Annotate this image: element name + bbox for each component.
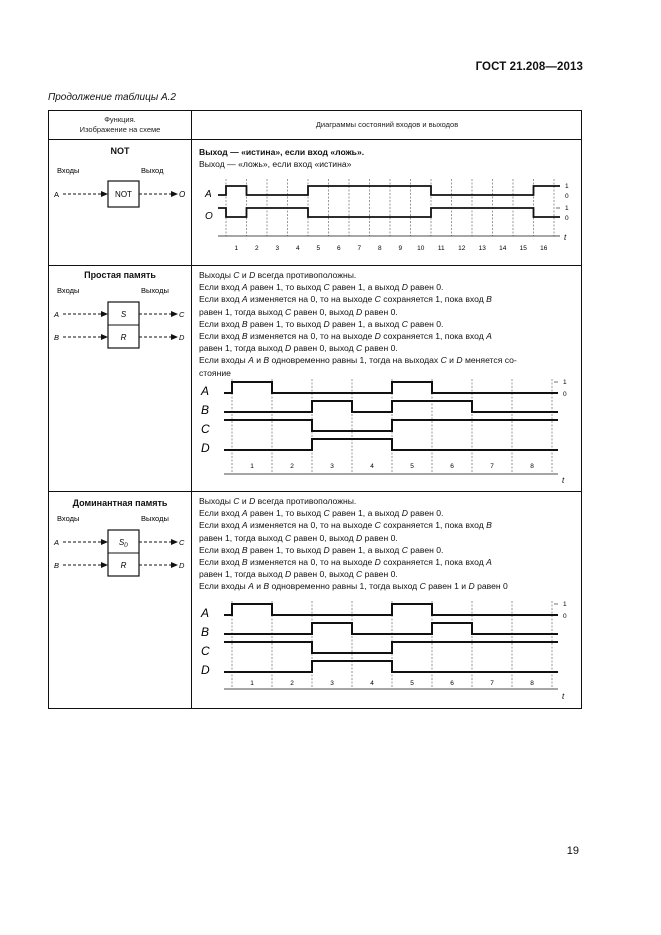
simple-out-arrow	[171, 334, 178, 340]
text-segment: B	[263, 581, 270, 592]
not-line-1: Выход — «истина», если вход «ложь».	[199, 147, 365, 157]
time-mark: 13	[478, 245, 486, 252]
not-out-arrow	[171, 191, 178, 197]
text-segment: равен 1, то выход	[247, 282, 324, 293]
text-segment: изменяется на 0, то на выходе	[247, 331, 375, 342]
text-segment: одновременно равны 1, тогда выход	[269, 581, 420, 592]
simple-memory-timing-diagram	[192, 379, 582, 489]
time-mark: 7	[357, 245, 362, 252]
simple-line-9	[199, 367, 577, 379]
function-table	[48, 110, 582, 709]
not-description	[199, 146, 577, 170]
row-divider	[49, 265, 581, 266]
text-segment: равен 1, то выход	[247, 508, 324, 519]
signal-label-O: O	[205, 211, 213, 222]
time-axis-label: t	[564, 233, 567, 242]
level-mark-1: 1	[565, 183, 569, 190]
dominant-line-4	[199, 532, 577, 544]
text-segment: равен 1, а выход	[329, 544, 402, 555]
signal-label-A: A	[201, 606, 210, 620]
col2-header: Диаграммы состояний входов и выходов	[315, 120, 459, 129]
dominant-line-3	[199, 519, 577, 531]
simple-line-1	[199, 269, 577, 281]
table-caption: Продолжение таблицы А.2	[48, 92, 176, 103]
text-segment: C	[356, 569, 363, 580]
time-mark: 1	[234, 245, 239, 252]
simple-inputs-label: Входы	[57, 286, 80, 295]
level-mark-1: 1	[563, 601, 567, 608]
text-segment: D	[356, 532, 363, 543]
text-segment: C	[323, 282, 330, 293]
dominant-out-letter: C	[179, 538, 185, 547]
level-mark-0: 0	[565, 193, 569, 200]
text-segment: изменяется на 0, то на выходе	[247, 557, 375, 568]
text-segment: A	[241, 508, 248, 519]
row-divider	[49, 491, 581, 492]
text-segment: C	[419, 581, 426, 592]
text-segment: A	[241, 520, 248, 531]
text-segment: B	[241, 544, 248, 555]
dominant-in-arrow	[101, 539, 108, 545]
time-axis-label: t	[562, 476, 565, 485]
text-segment: A	[486, 331, 492, 342]
time-mark: 6	[450, 463, 454, 470]
text-segment: равен 0, выход	[291, 306, 357, 317]
text-segment: и	[253, 355, 264, 366]
dominant-line-5	[199, 544, 577, 556]
signal-label-C: C	[201, 422, 210, 436]
text-segment: C	[401, 318, 408, 329]
simple-memory-symbol	[49, 283, 191, 363]
text-segment: всегда противоположны.	[255, 270, 357, 280]
header-divider	[49, 139, 581, 140]
text-segment: и	[239, 270, 250, 280]
dominant-inputs-label: Входы	[57, 514, 80, 523]
signal-trace-B	[224, 401, 558, 412]
dominant-outputs-label: Выходы	[141, 514, 169, 523]
simple-line-7	[199, 342, 577, 354]
text-segment: Если вход	[199, 331, 242, 342]
text-segment: C	[374, 294, 381, 305]
text-segment: равен 0, выход	[291, 569, 357, 580]
time-mark: 5	[410, 463, 414, 470]
simple-line-3	[199, 293, 577, 305]
time-mark: 6	[336, 245, 341, 252]
text-segment: равен 1, а выход	[329, 318, 402, 329]
time-mark: 3	[275, 245, 280, 252]
page-number: 19	[566, 845, 579, 857]
time-mark: 9	[398, 245, 403, 252]
simple-memory-title: Простая память	[84, 270, 156, 280]
text-segment: B	[486, 294, 492, 305]
dominant-in-arrow	[101, 562, 108, 568]
not-in-arrow	[101, 191, 108, 197]
text-segment: равен 0.	[362, 343, 398, 354]
time-mark: 2	[290, 680, 294, 687]
simple-line-8	[199, 354, 577, 366]
time-mark: 5	[316, 245, 321, 252]
dominant-block-label: SD	[118, 538, 129, 549]
text-segment: сохраняется 1, пока вход	[380, 331, 487, 342]
text-segment: меняется со-	[462, 355, 517, 366]
text-segment: равен 0.	[407, 508, 444, 519]
text-segment: D	[284, 343, 292, 354]
text-segment: и	[253, 581, 264, 592]
text-segment: и	[446, 355, 457, 366]
text-segment: D	[356, 306, 363, 317]
text-segment: равен 0.	[407, 544, 444, 555]
simple-outputs-label: Выходы	[141, 286, 169, 295]
time-mark: 16	[540, 245, 548, 252]
signal-trace-B	[224, 623, 558, 634]
not-inputs-label: Входы	[57, 166, 80, 175]
text-segment: D	[249, 270, 256, 280]
time-mark: 4	[295, 245, 300, 252]
time-mark: 5	[410, 680, 414, 687]
not-symbol	[49, 161, 191, 221]
text-segment: D	[249, 496, 256, 506]
signal-label-B: B	[201, 625, 210, 639]
time-mark: 8	[530, 680, 534, 687]
standard-number: ГОСТ 21.208—2013	[475, 61, 583, 73]
level-mark-0: 0	[563, 613, 567, 620]
text-segment: одновременно равны 1, тогда на выходах	[269, 355, 441, 366]
time-mark: 1	[250, 680, 254, 687]
text-segment: C	[323, 508, 330, 519]
text-segment: D	[323, 318, 330, 329]
time-mark: 12	[458, 245, 466, 252]
not-line-2: Выход — «ложь», если вход «истина»	[199, 159, 352, 170]
text-segment: Если вход	[199, 544, 242, 555]
text-segment: Если вход	[199, 294, 242, 305]
simple-line-2	[199, 281, 577, 293]
signal-trace-O	[218, 208, 560, 217]
text-segment: B	[241, 318, 248, 329]
not-in-letter: A	[54, 190, 60, 199]
not-output-label: Выход	[141, 166, 164, 175]
dominant-memory-title: Доминантная память	[72, 498, 168, 508]
dominant-memory-symbol	[49, 511, 191, 591]
signal-trace-C	[224, 420, 558, 431]
signal-trace-D	[224, 661, 558, 672]
dominant-line-7	[199, 568, 577, 580]
time-mark: 2	[254, 245, 259, 252]
dominant-in-letter: A	[54, 538, 60, 547]
text-segment: равен 1 и	[425, 581, 469, 592]
text-segment: равен 0.	[362, 569, 398, 580]
text-segment: C	[233, 270, 240, 280]
simple-memory-description	[199, 269, 577, 379]
text-segment: и	[239, 496, 250, 506]
text-segment: равен 1, а выход	[329, 508, 402, 519]
simple-in-arrow	[101, 311, 108, 317]
dominant-in-letter: B	[54, 561, 60, 570]
signal-trace-C	[224, 642, 558, 653]
time-mark: 10	[417, 245, 425, 252]
text-segment: Если входы	[199, 355, 249, 366]
text-segment: стояние	[199, 367, 231, 378]
text-segment: C	[284, 306, 292, 317]
dominant-out-letter: D	[179, 561, 185, 570]
text-segment: D	[374, 331, 381, 342]
simple-line-4	[199, 306, 577, 318]
text-segment: равен 1, то выход	[247, 318, 324, 329]
signal-trace-D	[224, 439, 558, 450]
time-mark: 7	[490, 463, 494, 470]
time-mark: 11	[437, 245, 445, 252]
time-mark: 6	[450, 680, 454, 687]
text-segment: равен 1, то выход	[247, 544, 324, 555]
level-mark-0: 0	[565, 215, 569, 222]
signal-label-C: C	[201, 644, 210, 658]
text-segment: C	[356, 343, 363, 354]
not-out-letter: O	[179, 190, 186, 199]
text-segment: A	[248, 581, 254, 592]
signal-label-D: D	[201, 663, 210, 677]
level-mark-1: 1	[563, 379, 567, 386]
signal-trace-A	[224, 382, 558, 393]
simple-block-label: R	[120, 333, 127, 342]
text-segment: равен 1, а выход	[329, 282, 402, 293]
text-segment: C	[284, 532, 292, 543]
text-segment: равен 1, тогда выход	[199, 306, 285, 317]
text-segment: сохраняется 1, пока вход	[380, 557, 487, 568]
simple-in-arrow	[101, 334, 108, 340]
text-segment: A	[241, 282, 248, 293]
text-segment: D	[401, 282, 408, 293]
text-segment: равен 0.	[362, 532, 398, 543]
text-segment: Если входы	[199, 581, 249, 592]
simple-out-letter: C	[179, 310, 185, 319]
text-segment: равен 0.	[407, 282, 444, 293]
time-mark: 7	[490, 680, 494, 687]
not-timing-diagram	[192, 177, 582, 263]
simple-out-letter: D	[179, 333, 185, 342]
time-mark: 14	[499, 245, 507, 252]
dominant-memory-timing-diagram	[192, 601, 582, 705]
dominant-line-6	[199, 556, 577, 568]
dominant-block-label: R	[120, 561, 127, 570]
time-mark: 8	[377, 245, 382, 252]
simple-block-label: S	[120, 310, 127, 319]
text-segment: сохраняется 1, пока вход	[380, 294, 487, 305]
text-segment: D	[401, 508, 408, 519]
level-mark-0: 0	[563, 391, 567, 398]
text-segment: равен 0, выход	[291, 532, 357, 543]
text-segment: A	[248, 355, 254, 366]
simple-line-6	[199, 330, 577, 342]
text-segment: D	[323, 544, 330, 555]
time-mark: 4	[370, 680, 374, 687]
text-segment: B	[241, 557, 248, 568]
text-segment: D	[456, 355, 463, 366]
signal-trace-A	[218, 186, 560, 195]
dominant-line-2	[199, 507, 577, 519]
dominant-memory-description	[199, 495, 577, 593]
time-mark: 4	[370, 463, 374, 470]
signal-trace-A	[224, 604, 558, 615]
col1-header: Функция. Изображение на схеме	[79, 115, 161, 134]
dominant-out-arrow	[171, 539, 178, 545]
text-segment: Если вход	[199, 318, 242, 329]
dominant-line-1	[199, 495, 577, 507]
text-segment: равен 0.	[362, 306, 398, 317]
text-segment: D	[284, 569, 292, 580]
text-segment: всегда противоположны.	[255, 496, 357, 506]
simple-in-letter: B	[54, 333, 60, 342]
text-segment: D	[374, 557, 381, 568]
text-segment: изменяется на 0, то на выходе	[247, 294, 375, 305]
text-segment: равен 1, тогда выход	[199, 532, 285, 543]
dominant-out-arrow	[171, 562, 178, 568]
not-block-label: NOT	[115, 190, 132, 199]
text-segment: Выходы	[199, 496, 234, 506]
signal-label-A: A	[201, 384, 210, 398]
text-segment: D	[468, 581, 475, 592]
text-segment: C	[374, 520, 381, 531]
time-mark: 2	[290, 463, 294, 470]
time-mark: 1	[250, 463, 254, 470]
signal-label-D: D	[201, 441, 210, 455]
text-segment: Выходы	[199, 270, 234, 280]
text-segment: Если вход	[199, 557, 242, 568]
time-axis-label: t	[562, 692, 565, 701]
text-segment: Если вход	[199, 508, 242, 519]
text-segment: равен 1, тогда выход	[199, 569, 285, 580]
text-segment: изменяется на 0, то на выходе	[247, 520, 375, 531]
level-mark-1: 1	[565, 205, 569, 212]
signal-label-B: B	[201, 403, 210, 417]
text-segment: равен 1, тогда выход	[199, 343, 285, 354]
time-mark: 3	[330, 463, 334, 470]
dominant-line-8	[199, 580, 577, 592]
text-segment: A	[486, 557, 492, 568]
text-segment: C	[401, 544, 408, 555]
text-segment: равен 0	[474, 581, 508, 592]
text-segment: равен 0, выход	[291, 343, 357, 354]
time-mark: 15	[519, 245, 527, 252]
simple-in-letter: A	[54, 310, 60, 319]
signal-label-A: A	[205, 189, 212, 200]
simple-line-5	[199, 318, 577, 330]
time-mark: 3	[330, 680, 334, 687]
simple-out-arrow	[171, 311, 178, 317]
text-segment: равен 0.	[407, 318, 444, 329]
text-segment: B	[263, 355, 270, 366]
not-title: NOT	[110, 146, 130, 156]
text-segment: C	[233, 496, 240, 506]
text-segment: B	[241, 331, 248, 342]
text-segment: B	[486, 520, 492, 531]
text-segment: Если вход	[199, 282, 242, 293]
text-segment: сохраняется 1, пока вход	[380, 520, 487, 531]
text-segment: A	[241, 294, 248, 305]
text-segment: Если вход	[199, 520, 242, 531]
text-segment: C	[440, 355, 447, 366]
time-mark: 8	[530, 463, 534, 470]
